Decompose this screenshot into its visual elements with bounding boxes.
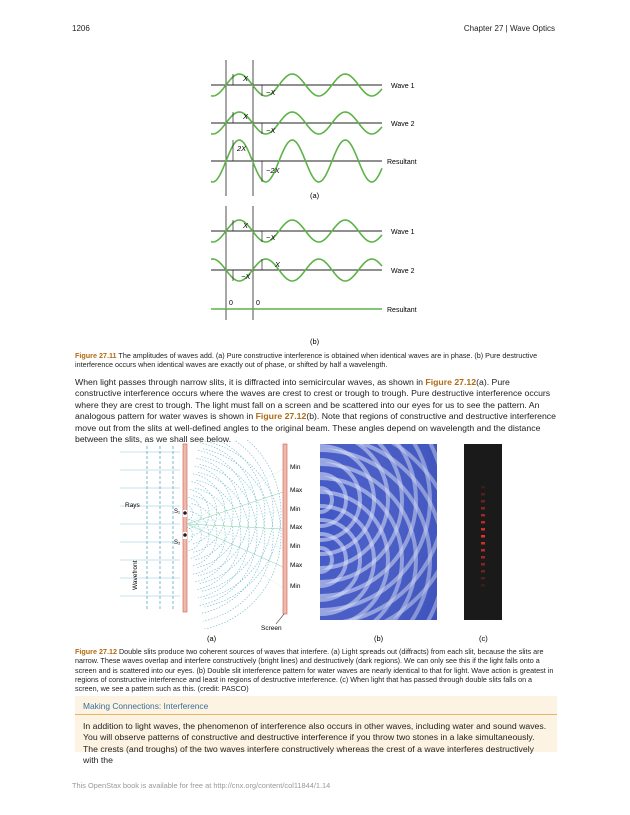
figure-link[interactable]: Figure 27.12 (255, 411, 307, 422)
bright-fringe (481, 507, 485, 510)
source-s1 (183, 511, 187, 515)
neg-x-label: −X (266, 126, 276, 135)
bright-fringe (481, 570, 485, 573)
paragraph-text: (a). Pure constructive interference occurs where the waves are crest to crest or trough to trough. Pure destructive interference occurs where they are crest to trough. The light must fall on a screen and be scattered into our eyes for us to see the pattern. An analogous pattern for water waves is shown in (75, 377, 551, 422)
panel-a-label: (a) (310, 191, 320, 200)
wave-arc (190, 512, 209, 559)
interference-line (187, 524, 283, 529)
figure-ref: Figure 27.12 (75, 647, 117, 656)
page-number: 1206 (72, 24, 90, 33)
zero-label: 0 (229, 300, 233, 307)
footer: This OpenStax book is available for free at http://cnx.org/content/col11844/1.14 (72, 781, 331, 790)
bright-fringe (481, 500, 485, 503)
wave-arc (196, 458, 240, 568)
interference-line (187, 524, 283, 548)
figure-27-12-caption (75, 647, 557, 693)
x-label: X (243, 221, 249, 230)
wave1-label: Wave 1 (391, 229, 415, 236)
slit-barrier (183, 444, 187, 612)
making-connections-box (75, 696, 557, 766)
screen-pointer (276, 614, 284, 624)
wave-arc (205, 440, 282, 607)
figure-27-11 (195, 55, 445, 350)
bright-fringe (481, 528, 485, 531)
box-title: Making Connections: Interference (75, 696, 557, 715)
water-wave-shading (320, 444, 437, 620)
bright-fringe (481, 521, 485, 524)
wave-arc (205, 441, 282, 629)
zero-label: 0 (256, 300, 260, 307)
caption-text: Double slits produce two coherent sources of waves that interfere. (a) Light spreads out (diffracts) from each slit, because the slits are narrow. These waves overlap and interfere constructively (bright lines) and destructively (dark regions). We can only see this if the light falls onto a screen and is scattered into our eyes. (b) Double slit interference pattern for water waves are nearly identical to that for light. Wave action is greatest in regions of constructive interference and least in regions of destructive interference. (c) When light that has passed through double slits falls on a screen, we see a pattern such as this. (credit: PASCO) (75, 647, 554, 694)
wave-arc (198, 450, 249, 575)
x-label: X (275, 260, 281, 269)
neg-x-label: −X (241, 272, 251, 281)
caption-text: The amplitudes of waves add. (a) Pure constructive interference is obtained when identical waves are in phase. (b) Pure destructive interference occurs when identical waves are exactly out of phase, or shifted by half a wavelength. (75, 351, 538, 370)
figure-27-11-caption (75, 351, 557, 370)
x-label: X (243, 74, 249, 83)
two-x-label: 2X (237, 144, 247, 153)
wave1-label: Wave 1 (391, 83, 415, 90)
figure-ref: Figure 27.11 (75, 351, 117, 360)
figure-link[interactable]: Figure 27.12 (425, 377, 477, 387)
fringe-photo (464, 444, 502, 620)
bright-fringe (481, 493, 485, 496)
panel-b-label: (b) (310, 337, 320, 346)
diffraction-pattern (187, 440, 283, 629)
box-text: In addition to light waves, the phenomenon of interference also occurs in other waves, including water and sound waves. You will observe patterns of constructive and destructive interference if you throw two stones in a lake simultaneously. The crests (and troughs) of the two waves interfere constructively whereas the crest of a wave interferes destructively with the (83, 721, 547, 766)
paragraph-text: When light passes through narrow slits, it is diffracted into semicircular waves, as shown in (75, 377, 426, 387)
wave-arc (201, 457, 265, 614)
bright-fringe (481, 486, 485, 489)
rays-group (120, 446, 180, 610)
panel-b-label: (b) (374, 634, 384, 643)
max-label: Max (290, 487, 303, 494)
wave2-label: Wave 2 (391, 121, 415, 128)
max-label: Max (290, 562, 303, 569)
bright-fringe (481, 556, 485, 559)
interference-line (187, 524, 283, 588)
bright-fringe (481, 577, 485, 580)
wave-arc (201, 440, 265, 591)
bright-fringe (481, 542, 485, 545)
min-label: Min (290, 464, 301, 471)
wave-arc (198, 472, 249, 597)
bright-fringe (481, 535, 485, 538)
wavefront-label: Wavefront (132, 560, 139, 590)
resultant-label: Resultant (387, 307, 417, 314)
wave-arc (187, 527, 193, 543)
wave-arc (195, 466, 233, 560)
s1-label: S₁ (174, 509, 181, 515)
resultant-label: Resultant (387, 159, 417, 166)
bright-fringe (481, 549, 485, 552)
figure-27-12 (110, 440, 520, 645)
rays-label: Rays (125, 502, 140, 509)
panel-c-label: (c) (479, 634, 488, 643)
paragraph-text: (b). Note that regions of constructive and destructive interference move out from the slits at well-defined angles to the original beam. These angles depend on wavelength and the distance between the slits, as we shall see below. (75, 411, 556, 445)
bright-fringe (481, 514, 485, 517)
screen-label: Screen (261, 625, 282, 632)
wave-arc (203, 440, 273, 599)
fringe-pattern (481, 486, 485, 587)
x-label: X (243, 112, 249, 121)
body-paragraph (75, 377, 557, 445)
min-label: Min (290, 583, 301, 590)
min-label: Min (290, 543, 301, 550)
wave-arc (193, 496, 225, 574)
wave-arc (203, 449, 273, 621)
neg-x-label: −X (266, 233, 276, 242)
bright-fringe (481, 584, 485, 587)
chapter-title: Chapter 27 | Wave Optics (463, 24, 555, 33)
neg-two-x-label: −2X (266, 166, 280, 175)
s2-label: S₂ (174, 540, 181, 546)
screen (283, 444, 287, 614)
max-label: Max (290, 524, 303, 531)
wave-arc (187, 505, 193, 521)
interference-line (187, 492, 283, 524)
neg-x-label: −X (266, 88, 276, 97)
source-s2 (183, 533, 187, 537)
wave2-label: Wave 2 (391, 268, 415, 275)
wave-arc (195, 488, 233, 582)
panel-a-label: (a) (207, 634, 217, 643)
min-label: Min (290, 506, 301, 513)
bright-fringe (481, 563, 485, 566)
interference-line (187, 469, 283, 524)
